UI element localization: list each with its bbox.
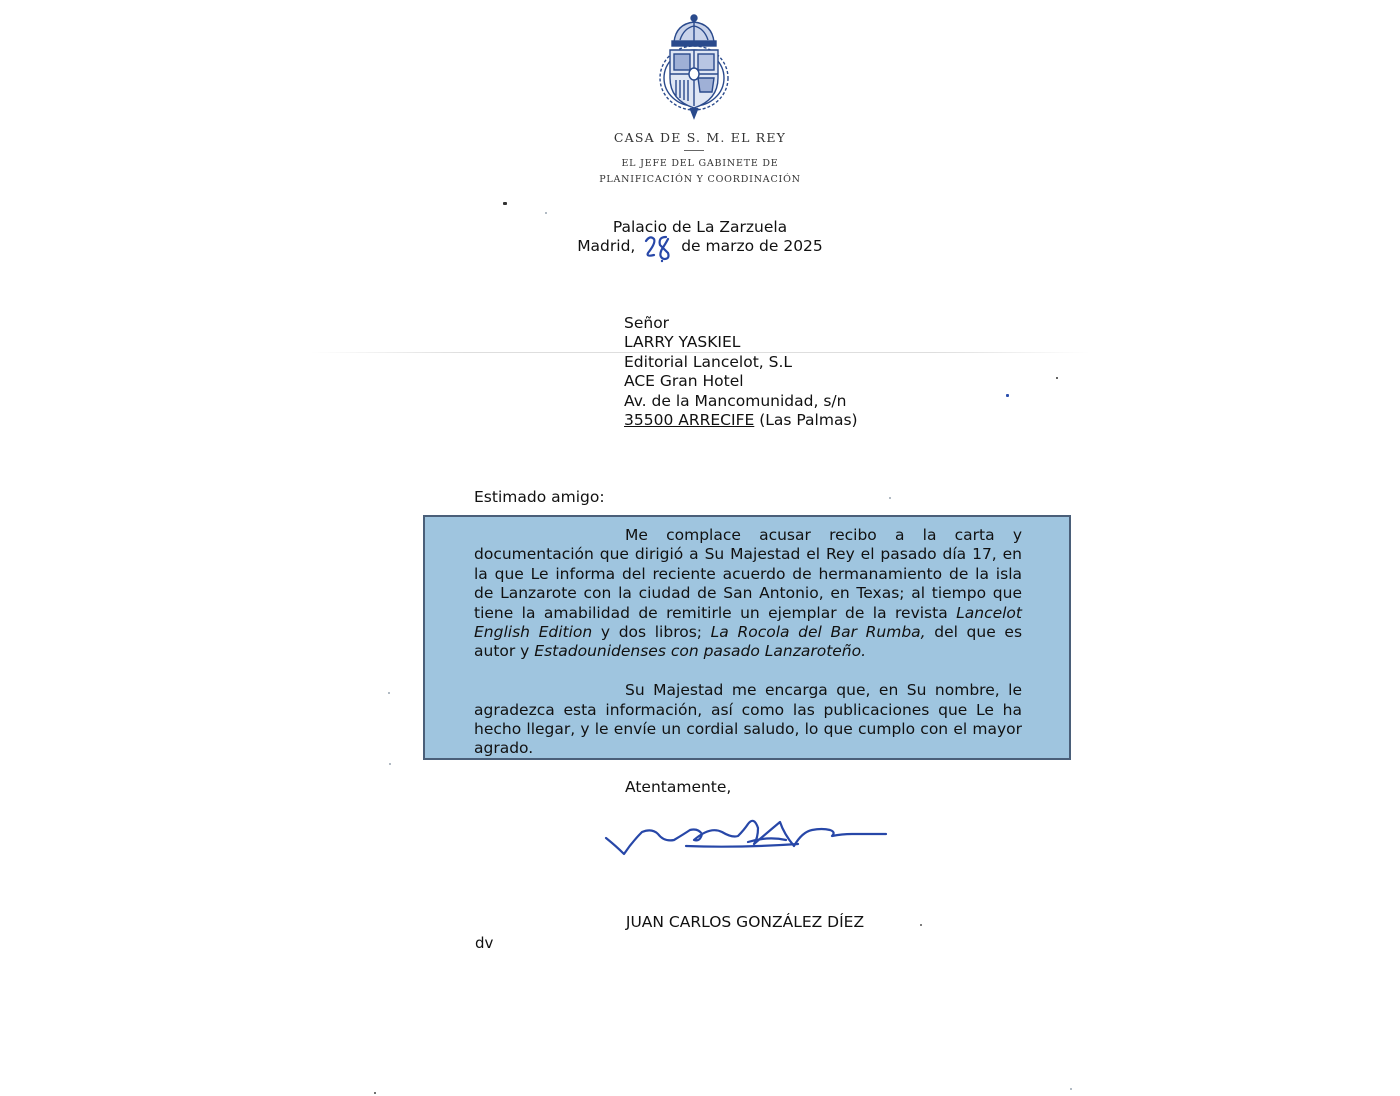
body-text-run: del que es autor y xyxy=(474,623,1023,661)
recipient-line: ACE Gran Hotel xyxy=(624,372,744,391)
royal-coat-of-arms-icon xyxy=(656,12,732,120)
magazine-title: Lancelot English Edition xyxy=(474,603,1022,642)
scan-speck xyxy=(889,497,891,499)
recipient-line: Señor xyxy=(624,314,670,332)
scan-speck xyxy=(1006,394,1009,397)
typist-initials: dv xyxy=(475,934,494,952)
book-title: Estadounidenses con pasado Lanzaroteño. xyxy=(534,642,867,661)
book-title: La Rocola del Bar Rumba, xyxy=(710,623,926,642)
letter-body xyxy=(474,526,1022,798)
scan-speck xyxy=(374,1092,376,1094)
body-text-run: Me complace acusar recibo a la carta y documentación que dirigió a Su Majestad el Rey el pasado día 17, en la que Le informa del reciente acuerdo de hermanamiento de la isla de Lanzarote con la ciudad de San Antonio, en Texas; al tiempo que tiene la amabilidad de remitirle un ejemplar de la revista xyxy=(474,526,1022,622)
body-paragraph-2: Su Majestad me encarga que, en Su nombre, le agradezca esta información, así como las publicaciones que Le ha hecho llegar, y le envíe un cordial saludo, lo que cumplo con el mayor agrado. xyxy=(474,681,1022,758)
scan-speck xyxy=(503,202,507,205)
scan-speck xyxy=(388,692,390,694)
recipient-city-line xyxy=(624,411,858,430)
letter-date xyxy=(560,237,840,256)
body-paragraph-1 xyxy=(474,526,1022,662)
letter-place: Palacio de La Zarzuela xyxy=(612,218,788,236)
date-prefix: Madrid, xyxy=(577,237,636,255)
scan-speck xyxy=(1056,377,1058,379)
scan-speck xyxy=(1070,1088,1072,1090)
recipient-address xyxy=(624,314,858,430)
recipient-province: (Las Palmas) xyxy=(759,411,858,430)
date-suffix: de marzo de 2025 xyxy=(681,237,823,255)
body-text-run: y dos libros; xyxy=(592,623,711,642)
salutation: Estimado amigo: xyxy=(474,488,605,506)
handwritten-signature xyxy=(598,812,894,862)
closing-phrase: Atentamente, xyxy=(625,778,732,797)
recipient-line: LARRY YASKIEL xyxy=(624,333,741,352)
letterhead-subtitle xyxy=(560,156,840,188)
signer-name: JUAN CARLOS GONZÁLEZ DÍEZ xyxy=(625,913,865,931)
scan-speck xyxy=(545,212,547,214)
handwritten-day xyxy=(640,237,676,256)
letterhead-subtitle-line1: EL JEFE DEL GABINETE DE xyxy=(621,158,779,169)
letterhead-subtitle-line2: PLANIFICACIÓN Y COORDINACIÓN xyxy=(599,174,801,185)
recipient-line: Av. de la Mancomunidad, s/n xyxy=(624,391,847,410)
letterhead-title: CASA DE S. M. EL REY xyxy=(613,130,787,145)
letterhead-divider xyxy=(684,150,704,151)
scan-speck xyxy=(389,763,391,765)
recipient-postal-city: 35500 ARRECIFE xyxy=(624,411,755,430)
recipient-line: Editorial Lancelot, S.L xyxy=(624,352,793,371)
